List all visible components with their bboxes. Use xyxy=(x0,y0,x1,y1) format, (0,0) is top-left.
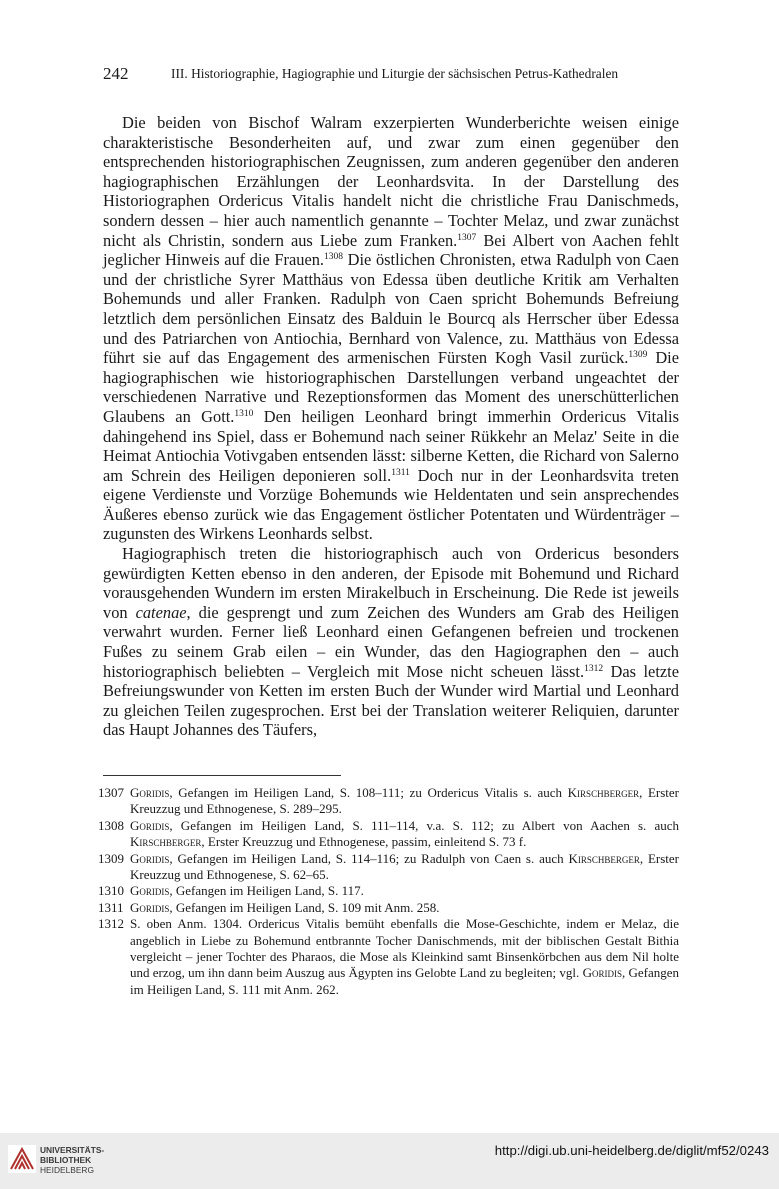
footnote-1308 xyxy=(98,818,679,851)
footnote-ref-1307[interactable]: 1307 xyxy=(457,232,477,243)
logo-line: HEIDELBERG xyxy=(40,1165,94,1175)
logo-line: BIBLIOTHEK xyxy=(40,1155,92,1165)
footnote-number: 1307 xyxy=(98,785,124,800)
footnote-text: , Erster Kreuzzug und Ethnogenese, passim, einleitend S. 73 f. xyxy=(201,834,527,850)
footnote-text: , Gefangen im Heiligen Land, S. 117. xyxy=(169,883,364,899)
text-run: Das letzte Befreiungswunder von Ketten im ersten Buch der Wunder wird Martial und Leonhard zu gleichen Teilen zugesprochen. Erst bei der Translation weiterer Reliquien, darunter das Haupt Johannes des Täufers, xyxy=(103,661,679,740)
footnote-ref-1310[interactable]: 1310 xyxy=(234,408,254,419)
text-run: Hagiographisch treten die historiographisch auch von Ordericus besonders gewürdigten Ketten ebenso in den anderen, der Episode mit Bohemund und Richard vorausgehenden Wundern im ersten Mirakelbuch in Erscheinung. Die Rede ist jeweils von xyxy=(103,544,679,622)
text-run: Die beiden von Bischof Walram exzerpierten Wunderberichte weisen einige charakteristische Besonderheiten auf, und zwar zum einen gegenüber den entsprechenden historiographischen Zeugnissen, zum anderen gegenüber den anderen hagiographischen Erzählungen der Leonhardsvita. In der Darstellung des Historiographen Ordericus Vitalis handelt nicht die christliche Frau Danischmeds, sondern dessen – hier auch namentlich genannte – Tochter Melaz, und zwar zunächst nicht als Christin, sondern aus Liebe zum Franken. xyxy=(103,113,679,250)
author-name: Goridis xyxy=(130,883,170,899)
footnote-text: , Gefangen im Heiligen Land, S. 108–111; zu Ordericus Vitalis s. auch xyxy=(169,785,568,800)
text-run: Die hagiographischen wie historiographischen Darstellungen verband ungeachtet der verschiedenen Narrative und Rezeptionsformen das Moment des unerschütterlichen Glaubens an Gott. xyxy=(103,348,679,426)
library-logo-text xyxy=(40,1145,104,1175)
author-name: Goridis xyxy=(130,785,170,800)
footnote-text: , Erster Kreuzzug und Ethnogenese, S. 289–295. xyxy=(130,785,679,817)
footnotes xyxy=(98,785,679,998)
footnote-1312 xyxy=(98,916,679,998)
footnote-number: 1310 xyxy=(98,883,124,899)
italic-term: catenae xyxy=(135,602,187,622)
footnote-ref-1309[interactable]: 1309 xyxy=(628,350,648,361)
text-run: Bei Albert von Aachen fehlt jeglicher Hinweis auf die Frauen. xyxy=(103,230,679,270)
footnote-ref-1308[interactable]: 1308 xyxy=(324,252,344,263)
page-number: 242 xyxy=(103,64,129,83)
footnote-number: 1311 xyxy=(98,899,124,915)
logo-line: UNIVERSITÄTS- xyxy=(40,1145,105,1155)
footnote-1307 xyxy=(98,785,679,818)
footnote-ref-1311[interactable]: 1311 xyxy=(391,467,410,478)
footnote-number: 1308 xyxy=(98,817,124,833)
footnote-ref-1312[interactable]: 1312 xyxy=(584,663,604,674)
viewer-footer-bar xyxy=(0,1133,779,1189)
permalink-url[interactable]: http://digi.ub.uni-heidelberg.de/diglit/mf52/0243 xyxy=(494,1143,769,1158)
author-name: Kirschberger xyxy=(568,850,640,866)
footnote-text: , Gefangen im Heiligen Land, S. 109 mit Anm. 258. xyxy=(169,899,440,915)
footnote-text: , Erster Kreuzzug und Ethnogenese, S. 62–65. xyxy=(130,850,679,883)
footnote-text: S. oben Anm. 1304. Ordericus Vitalis bemüht ebenfalls die Mose-Geschichte, indem er Melaz, die angeblich in Liebe zu Bohemund entbrannte Tocher Danischmends, mit der biblischen Gestalt Bithia vergleicht – jener Tochter des Pharaos, die Mose als Kleinkind samt Binsenkörbchen aus dem Nil holte und erzog, um ihn dann beim Auszug aus Ägypten ins Gelobte Land zu begleiten; vgl. xyxy=(130,916,679,981)
footnote-number: 1312 xyxy=(98,916,124,932)
author-name: Goridis xyxy=(582,965,622,981)
author-name: Goridis xyxy=(130,899,170,915)
text-run: , die gesprengt und zum Zeichen des Wunders am Grab des Heiligen verwahrt wurden. Ferner ließ Leonhard einen Gefangenen befreien und trockenen Fußes zu seinem Grab eilen – ein Wunder, das den Hagiographen den – auch historiographisch beliebten – Vergleich mit Mose nicht scheuen lässt. xyxy=(103,602,679,681)
library-logo-icon[interactable] xyxy=(7,1144,37,1179)
author-name: Goridis xyxy=(130,817,170,833)
running-head: III. Historiographie, Hagiographie und Liturgie der sächsischen Petrus-Kathedralen xyxy=(171,66,619,81)
author-name: Kirschberger xyxy=(130,834,202,850)
footnote-text: , Gefangen im Heiligen Land, S. 111 mit Anm. 262. xyxy=(130,965,679,997)
footnote-separator xyxy=(103,775,341,776)
page-header xyxy=(103,64,683,88)
footnote-1310 xyxy=(98,883,679,899)
footnote-text: , Gefangen im Heiligen Land, S. 114–116; zu Radulph von Caen s. auch xyxy=(169,850,569,866)
paragraph-1 xyxy=(103,113,679,544)
text-run: Den heiligen Leonhard bringt immerhin Ordericus Vitalis dahingehend ins Spiel, dass er Bohemund nach seiner Rükkehr an Melaz' Seite in die Heimat Antiochia Votivgaben entsenden lässt: silberne Ketten, die Richard von Salerno am Schrein des Heiligen deponieren soll. xyxy=(103,406,679,485)
footnote-1311 xyxy=(98,900,679,916)
footnote-1309 xyxy=(98,851,679,884)
footnote-text: , Gefangen im Heiligen Land, S. 111–114, v.a. S. 112; zu Albert von Aachen s. auch xyxy=(169,817,679,833)
author-name: Goridis xyxy=(130,850,170,866)
main-text xyxy=(103,113,679,740)
author-name: Kirschberger xyxy=(567,785,640,800)
text-run: Doch nur in der Leonhardsvita treten eigene Verdienste und Vorzüge Bohemunds wie Heldentaten und sein ansprechendes Äußeres ebenso zurück wie das Engagement östlicher Potentaten und Würdenträger – zugunsten des Wirkens Leonhards selbst. xyxy=(103,465,679,544)
paragraph-2 xyxy=(103,544,679,740)
text-run: Die östlichen Chronisten, etwa Radulph von Caen und der christliche Syrer Matthäus von Edessa üben deutliche Kritik am Verhalten Bohemunds und aller Franken. Radulph von Caen spricht Bohemunds Befreiung letztlich dem persönlichen Einsatz des Balduin le Bourcq als Herrscher über Edessa und des Patriarchen von Antiochia, Bernhard von Valence, zu. Matthäus von Edessa führt sie auf das Engagement des armenischen Fürsten Kogh Vasil zurück. xyxy=(103,250,680,368)
footnote-number: 1309 xyxy=(98,850,124,866)
